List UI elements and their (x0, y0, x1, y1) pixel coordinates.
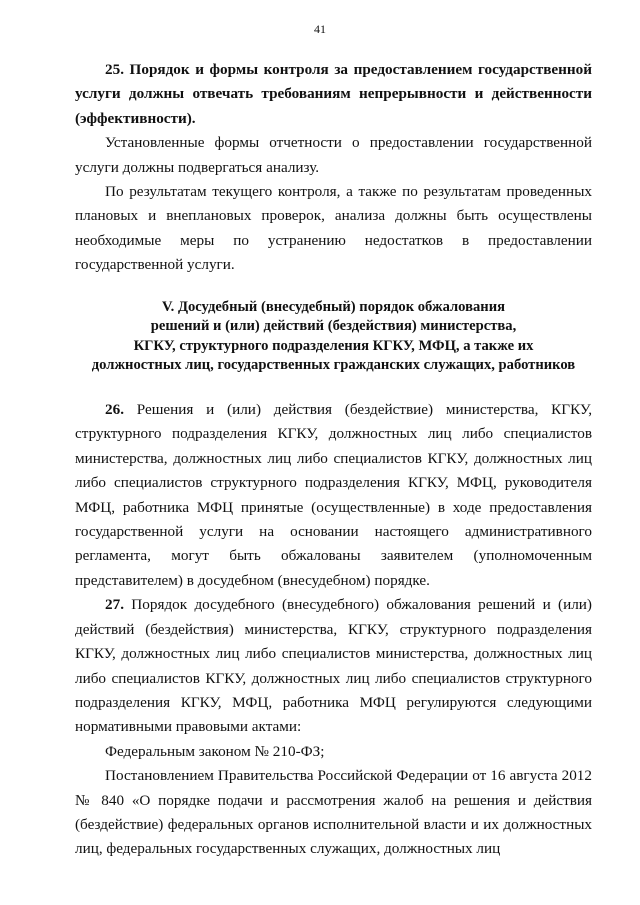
section-25-heading: 25. Порядок и формы контроля за предоставлением государственной услуги должны отвечать требованиям непрерывности и действенности (эффективности). (75, 61, 592, 127)
chapter-heading-line-4: должностных лиц, государственных гражданских служащих, работников (91, 357, 576, 374)
chapter-heading-line-2: решений и (или) действий (бездействия) министерства, (150, 318, 517, 335)
section-26-paragraph (75, 398, 592, 593)
section-27-paragraph (75, 593, 592, 739)
section-27-law-1: Федеральным законом № 210-ФЗ; (105, 742, 325, 760)
page-number: 41 (314, 22, 326, 36)
section-27-text: Порядок досудебного (внесудебного) обжалования решений и (или) действий (бездействия) министерства, КГКУ, структурного подразделения КГКУ, должностных лиц либо специалистов министерства, должностных лиц либо специалистов КГКУ, должностных лиц либо специалистов структурного подразделения КГКУ, МФЦ, работника МФЦ регулируются следующими нормативными правовыми актами: (75, 596, 592, 736)
section-26-number: 26. (105, 401, 124, 419)
chapter-heading-line-3: КГКУ, структурного подразделения КГКУ, МФЦ, а также их (133, 337, 534, 354)
section-25-paragraph-2: По результатам текущего контроля, а также по результатам проведенных плановых и внеплановых проверок, анализа должны быть осуществлены необходимые меры по устранению недостатков в предоставлении государственной услуги. (75, 183, 592, 274)
section-27-number: 27. (105, 596, 124, 614)
chapter-heading-line-1: V. Досудебный (внесудебный) порядок обжалования (161, 298, 505, 315)
page-content (75, 58, 592, 862)
section-27-law-2: Постановлением Правительства Российской Федерации от 16 августа 2012 № 840 «О порядке подачи и рассмотрения жалоб на решения и действия (бездействие) федеральных органов исполнительной власти и их должностных лиц, федеральных государственных служащих, должностных лиц (75, 767, 592, 858)
section-25-paragraph-1: Установленные формы отчетности о предоставлении государственной услуги должны подвергаться анализу. (75, 134, 592, 176)
chapter-v-heading (55, 298, 612, 376)
section-26-text: Решения и (или) действия (бездействие) министерства, КГКУ, структурного подразделения КГКУ, должностных лиц либо специалистов министерства, должностных лиц либо специалистов КГКУ, должностных лиц либо специалистов структурного подразделения КГКУ, МФЦ, руководителя МФЦ, работника МФЦ принятые (осуществленные) в ходе предоставления государственной услуги на основании настоящего административного регламента, могут быть обжалованы заявителем (уполномоченным представителем) в досудебном (внесудебном) порядке. (75, 401, 592, 589)
